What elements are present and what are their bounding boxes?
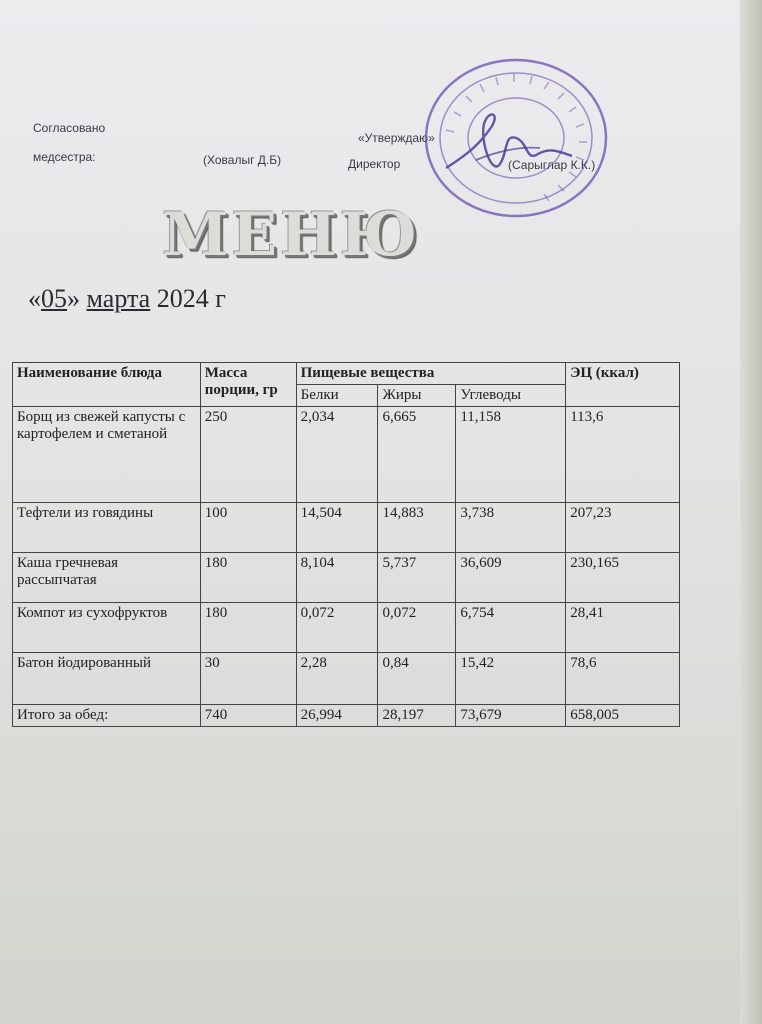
table-row [13, 407, 680, 503]
header-name: Наименование блюда [13, 363, 201, 407]
dish-mass: 180 [200, 553, 296, 603]
dish-fat: 14,883 [378, 503, 456, 553]
total-energy: 658,005 [566, 705, 680, 727]
table-row [13, 653, 680, 705]
total-mass: 740 [200, 705, 296, 727]
total-carbs: 73,679 [456, 705, 566, 727]
header-protein: Белки [296, 385, 378, 407]
date-month: марта [86, 284, 151, 313]
dish-carbs: 11,158 [456, 407, 566, 503]
header-fat: Жиры [378, 385, 456, 407]
total-label: Итого за обед: [13, 705, 201, 727]
dish-fat: 6,665 [378, 407, 456, 503]
date-quote-open: « [28, 284, 41, 313]
dish-carbs: 6,754 [456, 603, 566, 653]
dish-energy: 113,6 [566, 407, 680, 503]
dish-protein: 2,28 [296, 653, 378, 705]
header-row [13, 363, 680, 385]
dish-carbs: 15,42 [456, 653, 566, 705]
total-fat: 28,197 [378, 705, 456, 727]
dish-protein: 2,034 [296, 407, 378, 503]
table-row [13, 603, 680, 653]
dish-name: Борщ из свежей капусты с картофелем и сметаной [13, 407, 201, 503]
director-name: (Сарыглар К.К.) [508, 158, 596, 172]
approved-label: Согласовано [33, 121, 106, 135]
header-mass: Масса порции, гр [200, 363, 296, 407]
dish-fat: 5,737 [378, 553, 456, 603]
dish-protein: 8,104 [296, 553, 378, 603]
paper-edge [740, 0, 762, 1024]
date-year: 2024 г [150, 284, 226, 313]
menu-table [12, 362, 680, 727]
dish-energy: 230,165 [566, 553, 680, 603]
table-row [13, 503, 680, 553]
round-seal-stamp-icon [388, 56, 612, 232]
table-row [13, 553, 680, 603]
dish-energy: 78,6 [566, 653, 680, 705]
dish-mass: 180 [200, 603, 296, 653]
date-quote-close: » [67, 284, 87, 313]
header-carbs: Углеводы [456, 385, 566, 407]
dish-mass: 100 [200, 503, 296, 553]
dish-protein: 14,504 [296, 503, 378, 553]
nurse-label: медсестра: [33, 150, 96, 164]
menu-date [28, 284, 226, 314]
dish-fat: 0,84 [378, 653, 456, 705]
date-day: 05 [41, 284, 67, 313]
menu-title: МЕНЮ [162, 200, 421, 270]
nurse-name: (Ховалыг Д.Б) [203, 153, 282, 167]
dish-carbs: 3,738 [456, 503, 566, 553]
director-label: Директор [348, 157, 401, 171]
confirm-label: «Утверждаю» [358, 131, 435, 145]
total-row [13, 705, 680, 727]
dish-name: Батон йодированный [13, 653, 201, 705]
header-nutrients: Пищевые вещества [296, 363, 566, 385]
dish-protein: 0,072 [296, 603, 378, 653]
dish-mass: 250 [200, 407, 296, 503]
dish-fat: 0,072 [378, 603, 456, 653]
header-energy: ЭЦ (ккал) [566, 363, 680, 407]
dish-carbs: 36,609 [456, 553, 566, 603]
dish-name: Тефтели из говядины [13, 503, 201, 553]
dish-name: Компот из сухофруктов [13, 603, 201, 653]
dish-name: Каша гречневая рассыпчатая [13, 553, 201, 603]
dish-energy: 28,41 [566, 603, 680, 653]
total-protein: 26,994 [296, 705, 378, 727]
dish-mass: 30 [200, 653, 296, 705]
dish-energy: 207,23 [566, 503, 680, 553]
